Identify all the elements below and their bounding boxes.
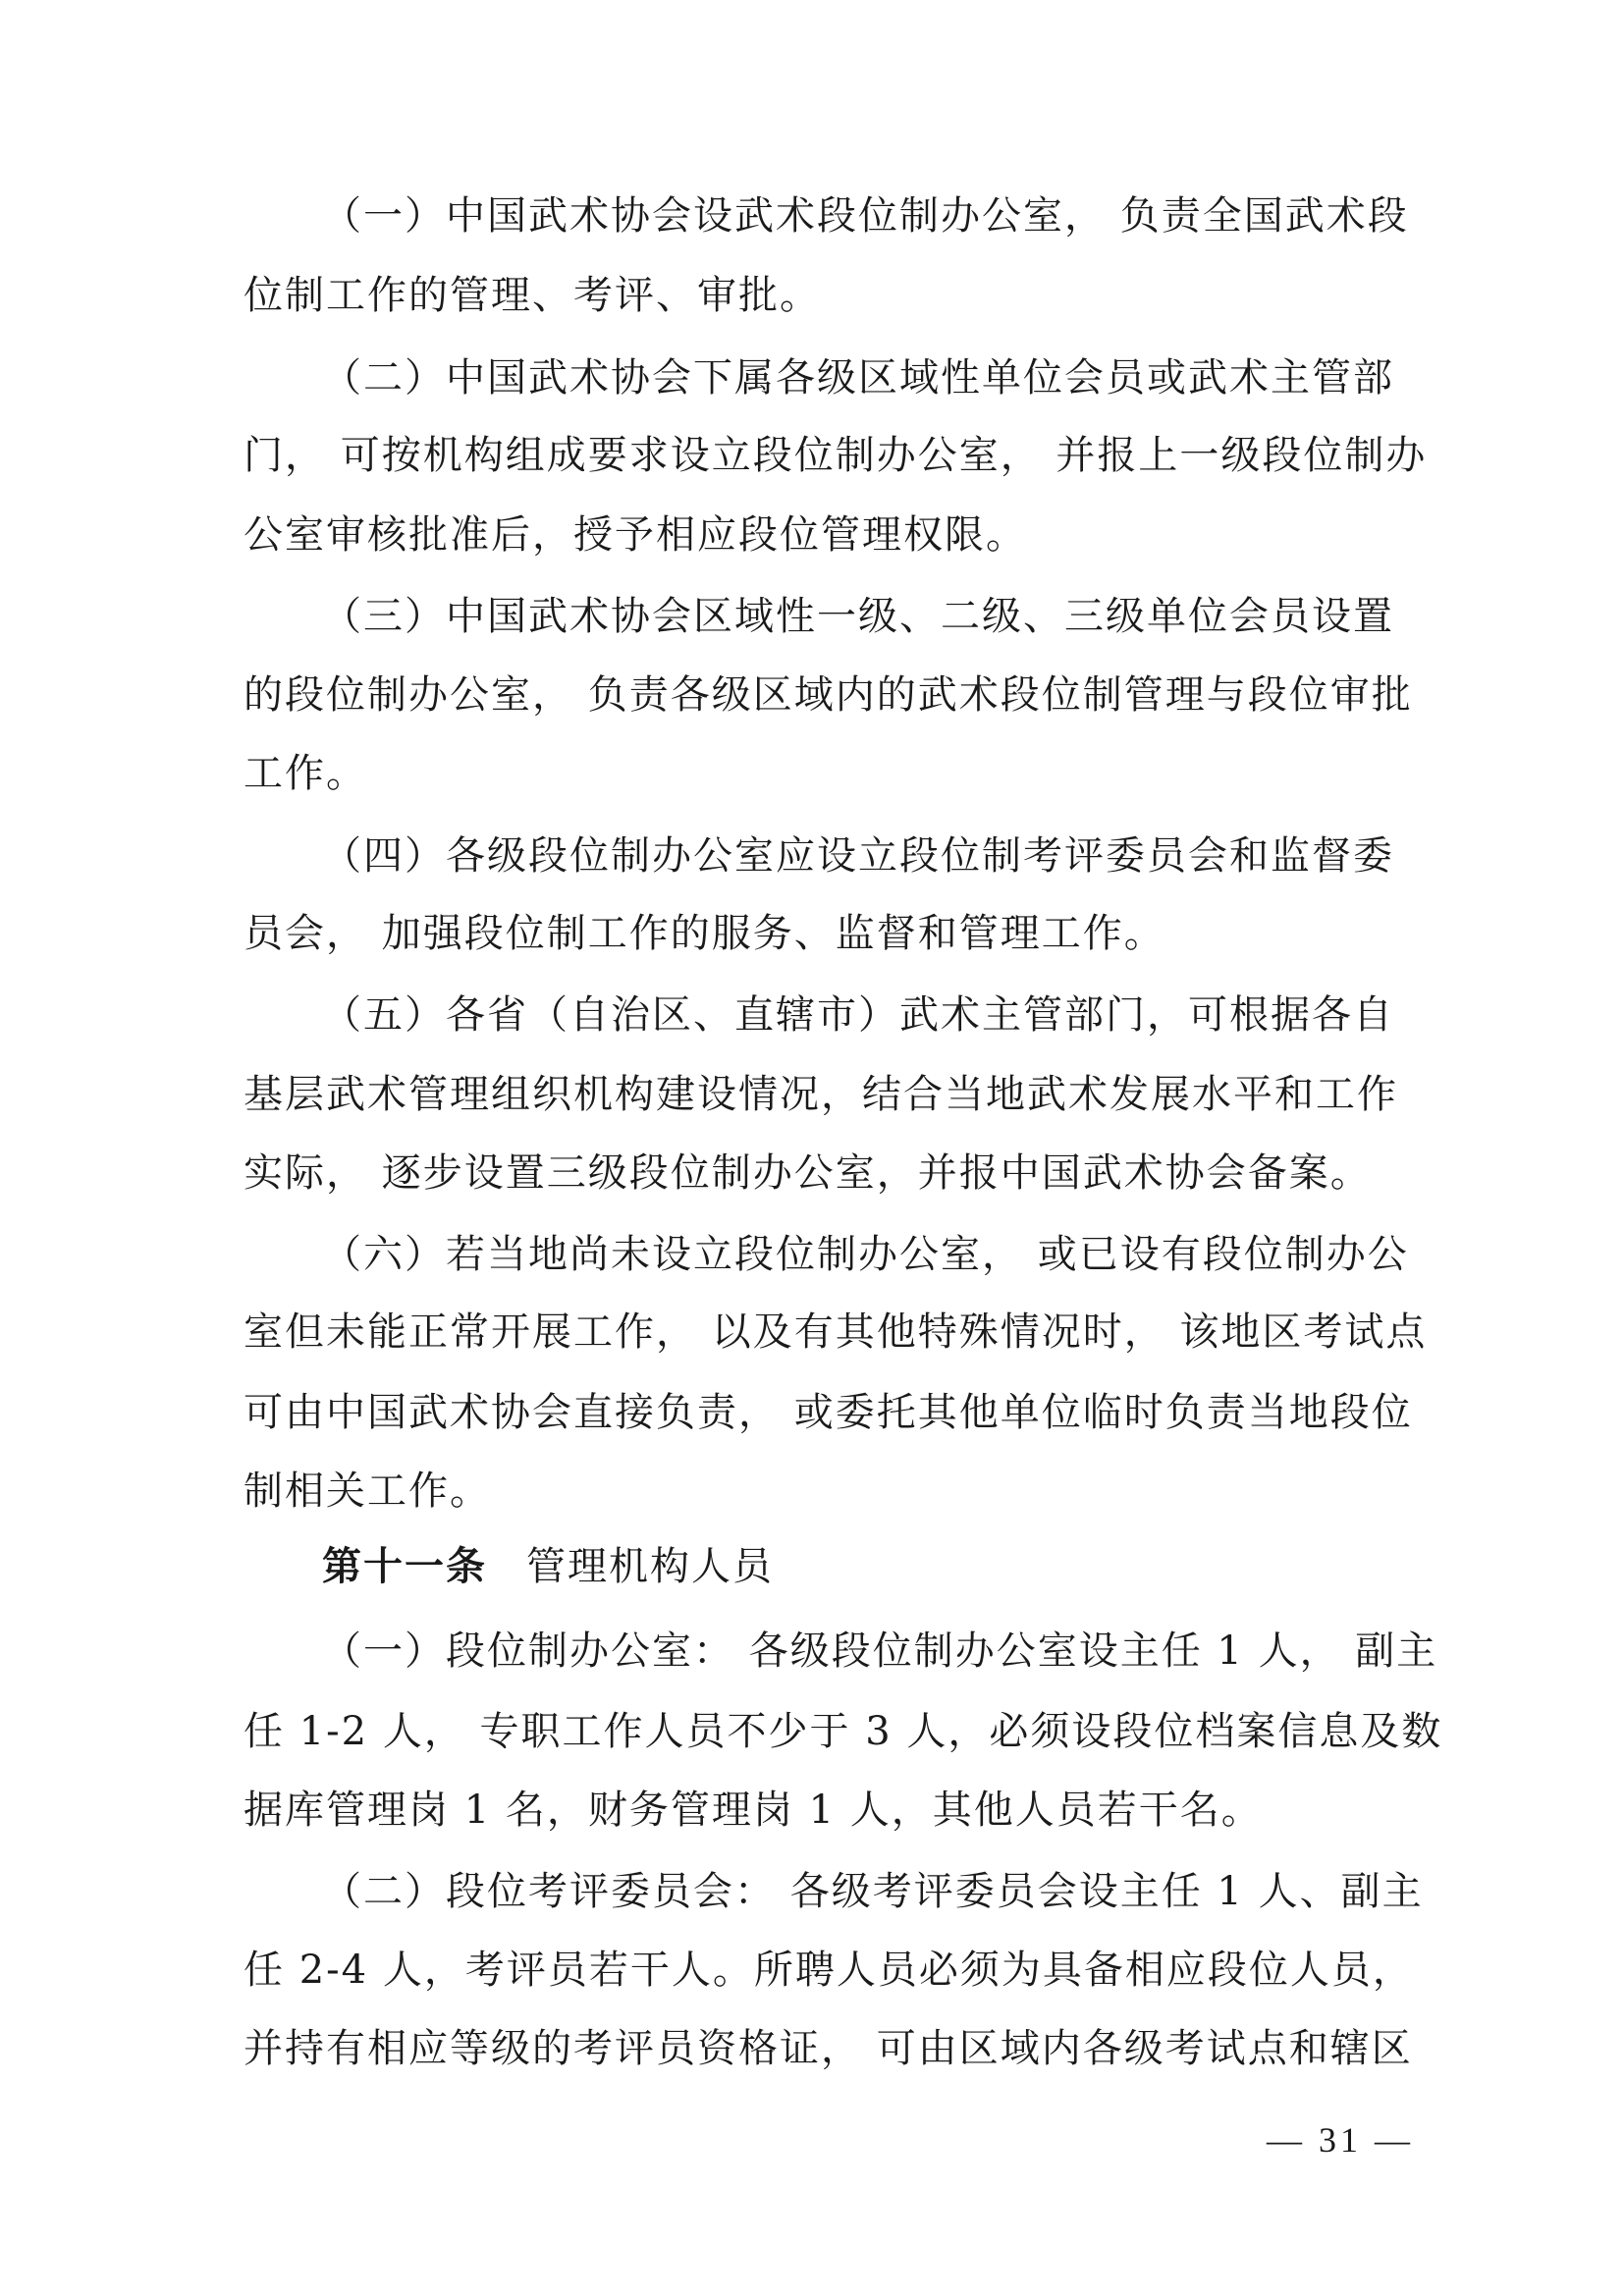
paragraph-line: 任 1-2 人， 专职工作人员不少于 3 人，必须设段位档案信息及数 (244, 1709, 1443, 1754)
article-title: 管理机构人员 (526, 1544, 774, 1589)
paragraph-line: 可由中国武术协会直接负责， 或委托其他单位临时负责当地段位 (244, 1390, 1413, 1435)
paragraph-line: （五）各省（自治区、直辖市）武术主管部门，可根据各自 (322, 992, 1394, 1038)
paragraph-line: 公室审核批准后，授予相应段位管理权限。 (244, 512, 1027, 558)
paragraph-line: 基层武术管理组织机构建设情况，结合当地武术发展水平和工作 (244, 1072, 1398, 1117)
paragraph-line: 据库管理岗 1 名，财务管理岗 1 人，其他人员若干名。 (244, 1788, 1263, 1833)
paragraph-line: 实际， 逐步设置三级段位制办公室，并报中国武术协会备案。 (244, 1150, 1372, 1196)
paragraph-line: （一）中国武术协会设武术段位制办公室， 负责全国武术段 (322, 193, 1409, 239)
paragraph-line: （二）中国武术协会下属各级区域性单位会员或武术主管部 (322, 355, 1394, 400)
paragraph-line: 的段位制办公室， 负责各级区域内的武术段位制管理与段位审批 (244, 672, 1413, 718)
paragraph-line: 门， 可按机构组成要求设立段位制办公室， 并报上一级段位制办 (244, 433, 1428, 478)
page-number: — 31 — (1267, 2120, 1414, 2160)
article-number: 第十一条 (322, 1544, 487, 1589)
paragraph-line: 工作。 (244, 751, 367, 796)
paragraph-line: （四）各级段位制办公室应设立段位制考评委员会和监督委 (322, 833, 1394, 879)
paragraph-line: （三）中国武术协会区域性一级、二级、三级单位会员设置 (322, 594, 1394, 639)
paragraph-line: 员会， 加强段位制工作的服务、监督和管理工作。 (244, 911, 1165, 956)
paragraph-line: 并持有相应等级的考评员资格证， 可由区域内各级考试点和辖区 (244, 2026, 1413, 2071)
paragraph-line: （一）段位制办公室： 各级段位制办公室设主任 1 人， 副主 (322, 1629, 1438, 1674)
article-heading (322, 1537, 774, 1596)
paragraph-line: 位制工作的管理、考评、审批。 (244, 273, 821, 318)
paragraph-line: 室但未能正常开展工作， 以及有其他特殊情况时， 该地区考试点 (244, 1309, 1428, 1355)
paragraph-line: （六）若当地尚未设立段位制办公室， 或已设有段位制办公 (322, 1232, 1409, 1277)
paragraph-line: （二）段位考评委员会： 各级考评委员会设主任 1 人、副主 (322, 1869, 1424, 1914)
paragraph-line: 制相关工作。 (244, 1468, 491, 1514)
paragraph-line: 任 2-4 人，考评员若干人。所聘人员必须为具备相应段位人员， (244, 1948, 1414, 1993)
